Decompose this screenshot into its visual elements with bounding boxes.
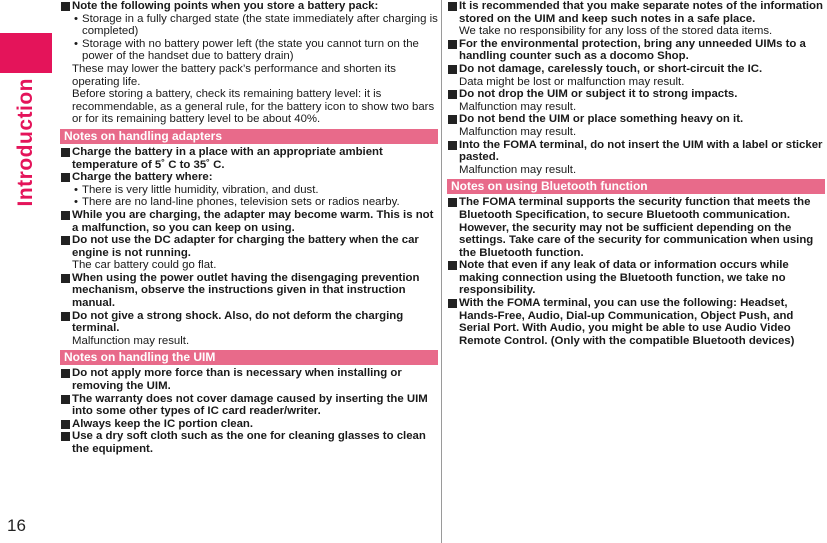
note-item: It is recommended that you make separate notes of the information stored on the UIM and keep such notes in a safe place. — [447, 0, 825, 25]
note-detail: The car battery could go flat. — [72, 259, 217, 272]
section-header-adapters: Notes on handling adapters — [60, 129, 438, 144]
note-detail: Malfunction may result. — [459, 125, 577, 138]
left-column — [60, 0, 438, 456]
column-divider — [441, 0, 442, 543]
note-item: Do not bend the UIM or place something heavy on it. — [447, 113, 825, 126]
note-item: While you are charging, the adapter may become warm. This is not a malfunction, so you can keep on using. — [60, 209, 438, 234]
note-item: Do not give a strong shock. Also, do not deform the charging terminal. — [60, 310, 438, 335]
section-label: Introduction — [13, 78, 37, 207]
note-detail: Malfunction may result. — [72, 334, 190, 347]
note-item: The warranty does not cover damage caused by inserting the UIM into some other types of IC card reader/writer. — [60, 393, 438, 418]
right-column — [447, 0, 825, 347]
note-item: Charge the battery in a place with an appropriate ambient temperature of 5˚ C to 35˚ C. — [60, 146, 438, 171]
storage-heading: Note the following points when you store a battery pack: — [60, 0, 438, 13]
note-item: Do not use the DC adapter for charging the battery when the car engine is not running. — [60, 234, 438, 259]
note-detail: Malfunction may result. — [459, 100, 577, 113]
note-item: With the FOMA terminal, you can use the following: Headset, Hands-Free, Audio, Dial-up Communication, Object Push, and Serial Port. With Audio, you might be able to use Audio Video Remote Control. (Only with the compatible Bluetooth devices) — [447, 297, 825, 347]
page-number: 16 — [7, 516, 26, 535]
bullet-item: • There is very little humidity, vibration, and dust. — [60, 184, 438, 197]
note-detail: Data might be lost or malfunction may result. — [459, 75, 685, 88]
note-detail: We take no responsibility for any loss of the stored data items. — [459, 25, 773, 38]
section-header-bluetooth: Notes on using Bluetooth function — [447, 179, 825, 194]
bullet-item: • There are no land-line phones, television sets or radios nearby. — [60, 196, 438, 209]
note-item: Charge the battery where: — [60, 171, 438, 184]
section-tab — [0, 33, 52, 73]
bullet-item: • Storage in a fully charged state (the state immediately after charging is completed) — [60, 13, 438, 38]
note-item: Note that even if any leak of data or information occurs while making connection using the Bluetooth function, we take no responsibility. — [447, 259, 825, 297]
note-item: Do not apply more force than is necessary when installing or removing the UIM. — [60, 367, 438, 392]
note-item: When using the power outlet having the disengaging prevention mechanism, observe the instructions given in that instruction manual. — [60, 272, 438, 310]
note-item: Do not drop the UIM or subject it to strong impacts. — [447, 88, 825, 101]
note-item: The FOMA terminal supports the security function that meets the Bluetooth Specification, to secure Bluetooth communication. However, the security may not be sufficient depending on the settings. Take care of the security for communication when using the Bluetooth function. — [447, 196, 825, 259]
note-item: Always keep the IC portion clean. — [60, 418, 438, 431]
bullet-item: • Storage with no battery power left (the state you cannot turn on the power of the handset due to battery drain) — [60, 38, 438, 63]
note-item: Do not damage, carelessly touch, or short-circuit the IC. — [447, 63, 825, 76]
note-item: For the environmental protection, bring any unneeded UIMs to a handling counter such as a docomo Shop. — [447, 38, 825, 63]
note-detail: Malfunction may result. — [459, 163, 577, 176]
note-item: Into the FOMA terminal, do not insert the UIM with a label or sticker pasted. — [447, 139, 825, 164]
note-item: Use a dry soft cloth such as the one for cleaning glasses to clean the equipment. — [60, 430, 438, 455]
section-header-uim: Notes on handling the UIM — [60, 350, 438, 365]
paragraph: Before storing a battery, check its remaining battery level: it is recommendable, as a general rule, for the battery icon to show two bars or for its remaining battery level to be about 40%. — [72, 88, 435, 126]
paragraph: These may lower the battery pack’s performance and shorten its operating life. — [72, 62, 396, 88]
